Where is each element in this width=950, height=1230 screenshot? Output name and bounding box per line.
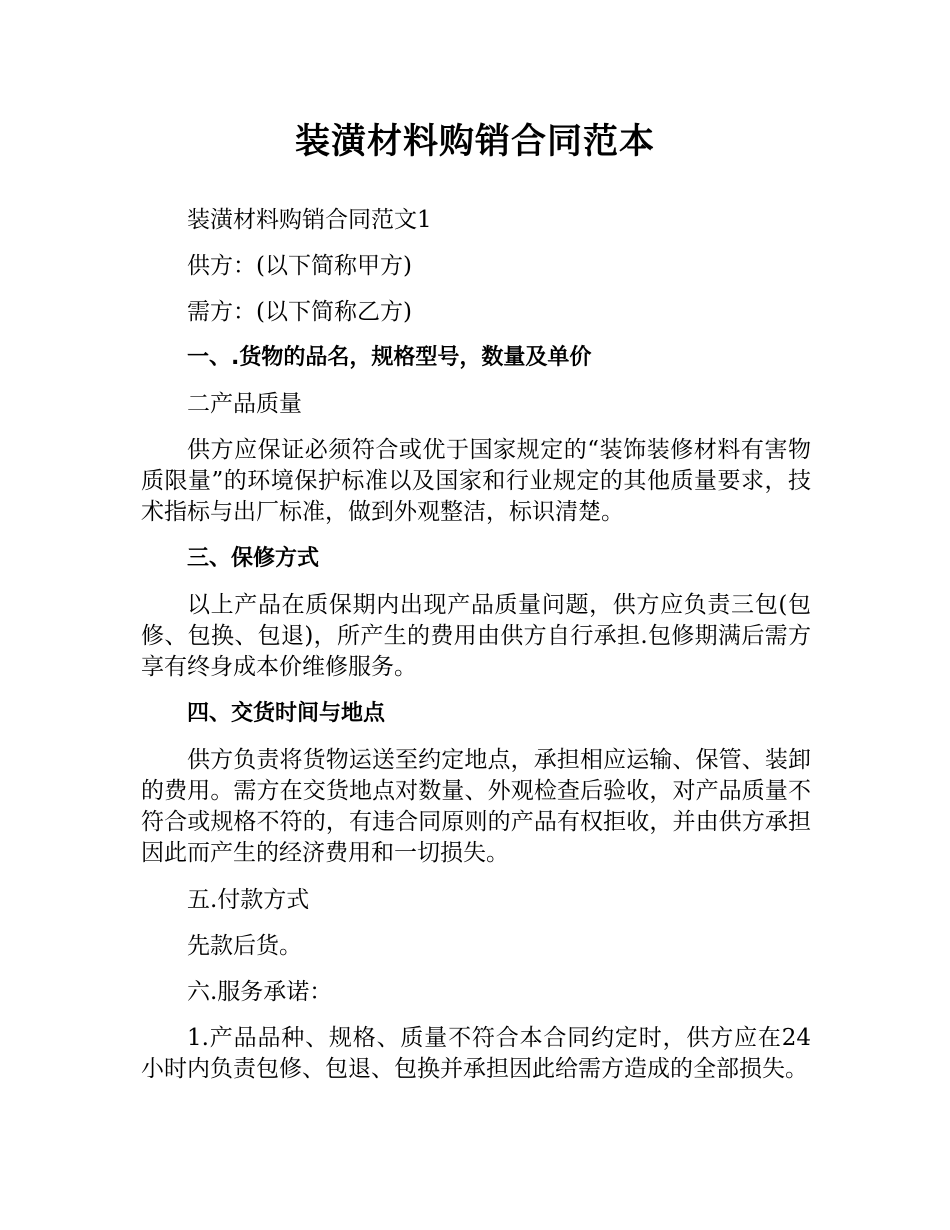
- delivery-paragraph: 供方负责将货物运送至约定地点，承担相应运输、保管、装卸的费用。需方在交货地点对数量、外观检查后验收，对产品质量不符合或规格不符的，有违合同原则的产品有权拒收，并由供方承担因此而产生的经济费用和一切损失。: [141, 747, 811, 866]
- warranty-paragraph: 以上产品在质保期内出现产品质量问题，供方应负责三包(包修、包换、包退)，所产生的费用由供方自行承担.包修期满后需方享有终身成本价维修服务。: [141, 592, 811, 680]
- section-heading-service: 六.服务承诺：: [187, 979, 333, 1005]
- quality-paragraph: 供方应保证必须符合或优于国家规定的“装饰装修材料有害物质限量”的环境保护标准以及国家和行业规定的其他质量要求，技术指标与出厂标准，做到外观整洁，标识清楚。: [141, 437, 811, 525]
- buyer-line: 需方：(以下简称乙方): [187, 299, 412, 325]
- contract-subtitle: 装潢材料购销合同范文1: [187, 207, 432, 233]
- document-title: 装潢材料购销合同范本: [294, 122, 655, 162]
- document-body: [141, 197, 811, 1093]
- payment-paragraph: 先款后货。: [187, 933, 302, 959]
- supplier-line: 供方：(以下简称甲方): [187, 253, 412, 279]
- section-heading-warranty: 三、保修方式: [187, 546, 320, 571]
- section-heading-quality: 二产品质量: [187, 391, 302, 417]
- service-item-1: 1.产品品种、规格、质量不符合本合同约定时，供方应在24小时内负责包修、包退、包换并承担因此给需方造成的全部损失。: [141, 1025, 811, 1082]
- section-heading-goods: 一、.货物的品名，规格型号，数量及单价: [187, 345, 592, 370]
- section-heading-payment: 五.付款方式: [187, 887, 310, 913]
- section-heading-delivery: 四、交货时间与地点: [187, 701, 386, 726]
